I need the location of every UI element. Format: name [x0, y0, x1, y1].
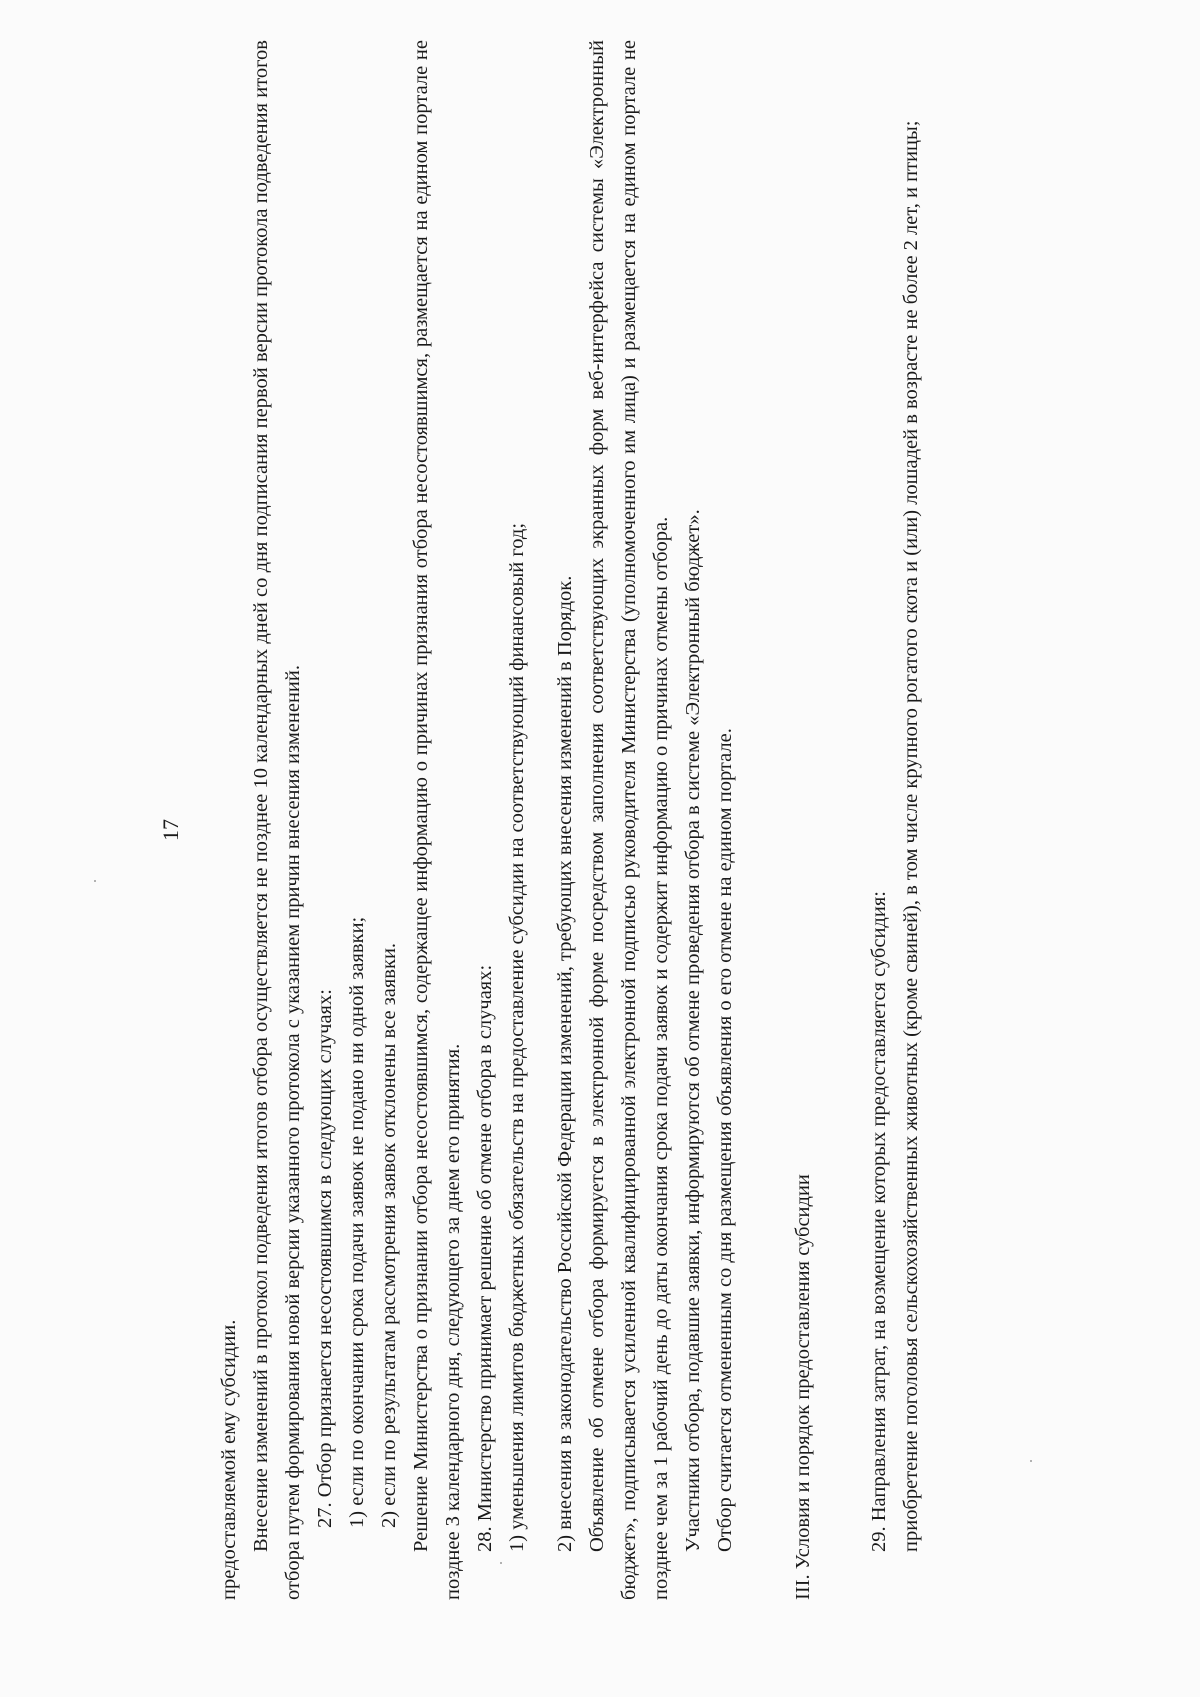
paragraph-27-item-2: 2) если по результатам рассмотрения заявок отклонены все заявки. [378, 942, 400, 1528]
paragraph-subsidy-end: предоставляемой ему субсидии. [218, 1319, 240, 1600]
paragraph-cancellation-date: Отбор считается отмененным со дня размещения объявления о его отмене на едином портале. [714, 728, 736, 1552]
page-number: 17 [158, 819, 183, 841]
paragraph-29-item-livestock: приобретение поголовья сельскохозяйственных животных (кроме свиней), в том числе крупного рогатого скота и (или) лошадей в возрасте не более 2 лет, и птицы; [900, 120, 922, 1552]
paragraph-protocol-changes: Внесение изменений в протокол подведения итогов отбора осуществляется не позднее 10 календарных дней со дня подписания первой версии протокола подведения итогов отбора путем формирования новой версии указанного протокола с указанием причин внесения изменений. [250, 40, 304, 1600]
scan-speck [1030, 1460, 1032, 1462]
rotated-content [155, 40, 1055, 1600]
paragraph-gap [533, 40, 549, 1600]
paragraph-29-heading: 29. Направления затрат, на возмещение которых предоставляется субсидия: [868, 891, 890, 1552]
document-text-column [213, 40, 927, 1600]
scan-speck [94, 880, 96, 882]
scan-speck [500, 1562, 502, 1564]
paragraph-participants-informed: Участники отбора, подавшие заявки, информируются об отмене проведения отбора в системе «Электронный бюджет». [682, 509, 704, 1552]
paragraph-27-heading: 27. Отбор признается несостоявшимся в следующих случаях: [314, 989, 336, 1528]
paragraph-ministry-decision: Решение Министерства о признании отбора несостоявшимся, содержащее информацию о причинах признания отбора несостоявшимся, размещается на едином портале не позднее 3 календарного дня, следующего за днем его принятия. [410, 40, 464, 1600]
paragraph-28-item-1: 1) уменьшения лимитов бюджетных обязательств на предоставление субсидии на соответствующий финансовый год; [506, 522, 528, 1552]
paragraph-28-heading: 28. Министерство принимает решение об отмене отбора в случаях: [474, 964, 496, 1552]
paragraph-cancel-announcement: Объявление об отмене отбора формируется в электронной форме посредством заполнения соответствующих экранных форм веб-интерфейса системы «Электронный бюджет», подписывается усиленной квалифицированной электронной подписью руководителя Министерства (уполномоченного им лица) и размещается на едином портале не позднее чем за 1 рабочий день до даты окончания срока подачи заявок и содержит информацию о причинах отмены отбора. [586, 40, 672, 1600]
section-heading: III. Условия и порядок предоставления субсидии [792, 1174, 814, 1600]
paragraph-28-item-2: 2) внесения в законодательство Российской Федерации изменений, требующих внесения изменений в Порядок. [554, 575, 576, 1552]
paragraph-27-item-1: 1) если по окончании срока подачи заявок не подано ни одной заявки; [346, 916, 368, 1528]
